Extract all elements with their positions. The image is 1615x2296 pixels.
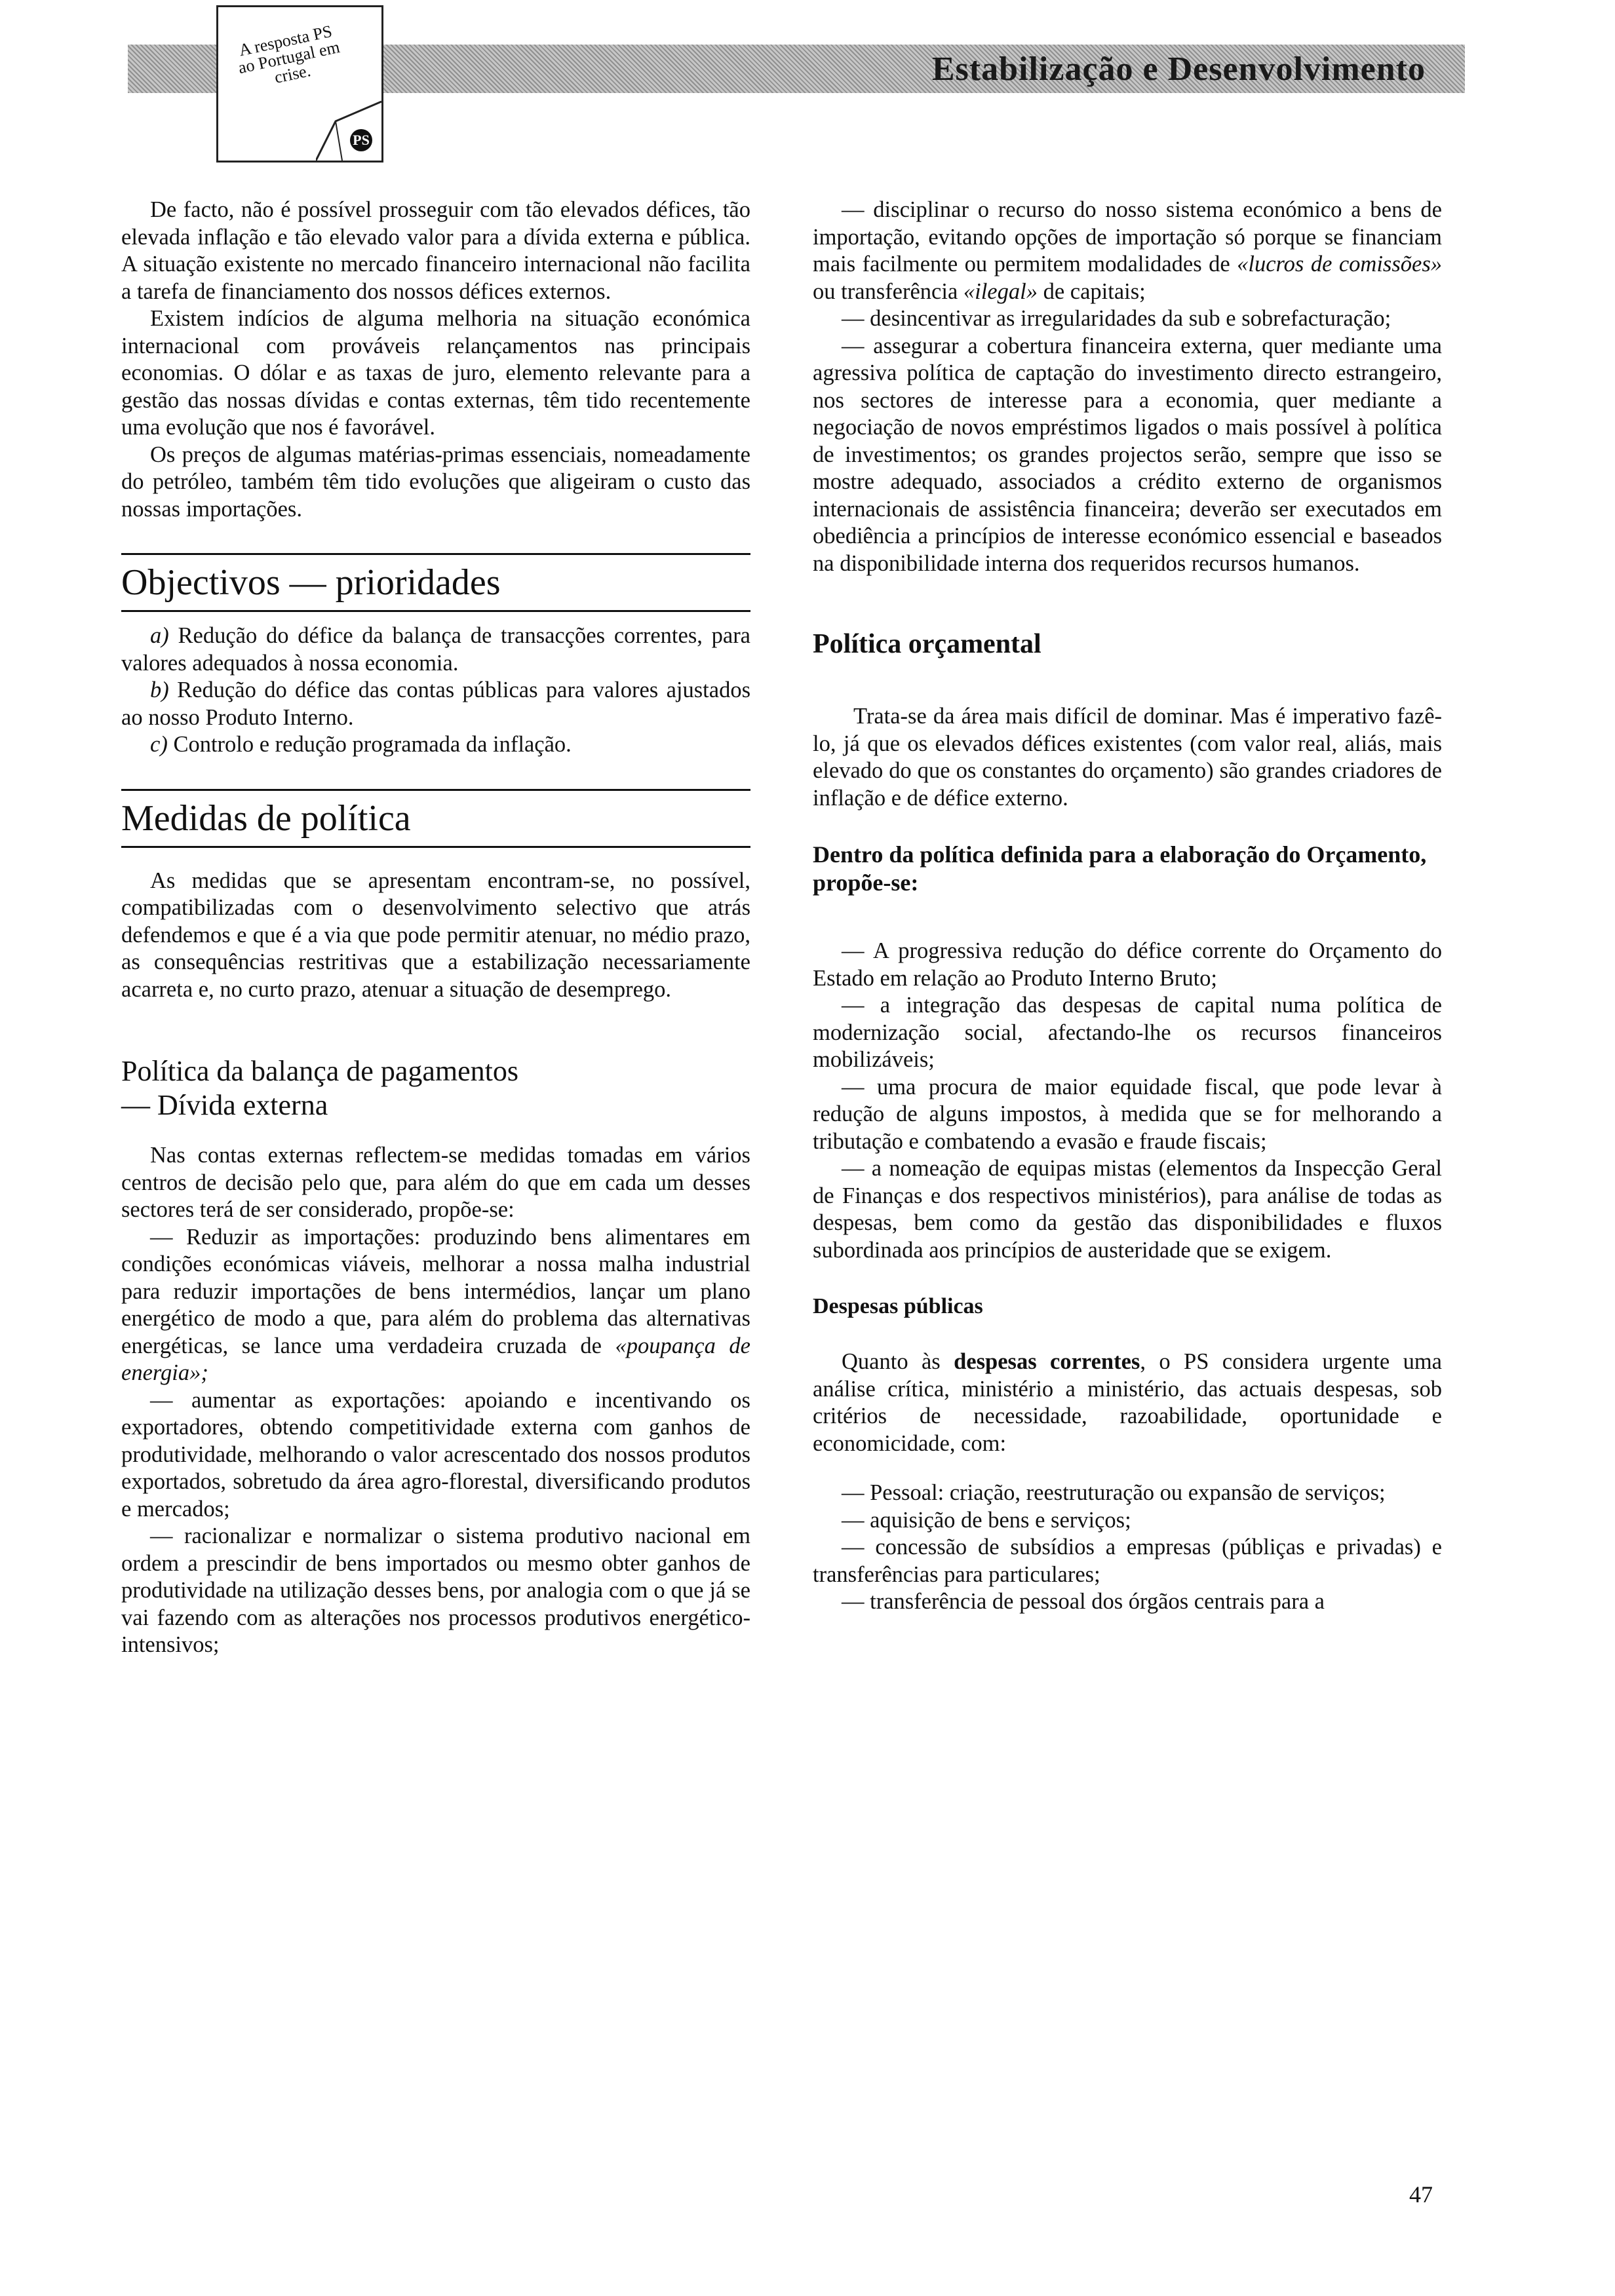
objective-c — [121, 731, 750, 759]
booklet-cover-image — [216, 5, 383, 163]
paragraph: Existem indícios de alguma melhoria na situação económica internacional com prováveis relançamentos nas principais economias. O dólar e as taxas de juro, elemento relevante para a gestão das nossas dívidas e contas externas, têm tido recentemente uma evolução que nos é favorável. — [121, 306, 750, 440]
paragraph: As medidas que se apresentam encontram-se, no possível, compatibilizadas com o desenvolvimento selectivo que atrás defendemos e que é a via que pode permitir atenuar, no médio prazo, as consequências restritivas que a estabilização necessariamente acarreta e, no curto prazo, atenuar a situação de desemprego. — [121, 868, 750, 1002]
objective-label: a) — [150, 623, 169, 648]
paragraph: Nas contas externas reflectem-se medidas tomadas em vários centros de decisão pelo que, para além do que em cada um desses sectores terá de ser considerado, propõe-se: — [121, 1143, 750, 1222]
page-number: 47 — [1409, 2181, 1433, 2208]
left-column — [121, 197, 750, 1659]
paragraph: Os preços de algumas matérias-primas essenciais, nomeadamente do petróleo, também têm tido evoluções que aligeiram o custo das nossas importações. — [121, 442, 750, 522]
list-item: — aumentar as exportações: apoiando e incentivando os exportadores, obtendo competitividade externa com ganhos de produtividade, melhorando o valor acrescentado dos nossos produtos exportados, sobretudo da área agro-florestal, diversificando produtos e mercados; — [121, 1387, 750, 1521]
subheading-balanca-line1: Política da balança de pagamentos — [121, 1055, 518, 1087]
objective-label: c) — [150, 732, 168, 757]
list-item — [121, 1224, 750, 1387]
subheading-balanca-line2: — Dívida externa — [121, 1089, 328, 1121]
paragraph — [813, 1349, 1442, 1457]
divider — [121, 553, 750, 555]
paragraph-emphasis: despesas correntes — [954, 1349, 1140, 1374]
list-item: — Pessoal: criação, reestruturação ou expansão de serviços; — [842, 1480, 1386, 1505]
subheading-orcamental: Política orçamental — [813, 629, 1041, 659]
list-item — [813, 197, 1442, 305]
subheading-dentro: Dentro da política definida para a elaboração do Orçamento, propõe-se: — [813, 841, 1427, 896]
list-item: — concessão de subsídios a empresas (públiças e privadas) e transferências para particulares; — [813, 1535, 1442, 1587]
booklet-cover-text: A resposta PS ao Portugal em crise. — [236, 21, 341, 87]
list-item: — assegurar a cobertura financeira externa, quer mediante uma agressiva política de captação do investimento directo estrangeiro, nos sectores de interesse para a economia, quer mediante a negociação de novos empréstimos ligados o mais possível à política de investimentos; os grandes projectos serão, sempre que isso se mostre adequado, associados a crédito externo de organismos internacionais de assistência financeira; deverão ser executados em obediência a princípios de interesse económico essencial e baseados na disponibilidade interna dos requeridos recursos humanos. — [813, 333, 1442, 576]
objective-b — [121, 677, 750, 731]
list-item-emphasis: «ilegal» — [963, 278, 1038, 304]
list-item: — racionalizar e normalizar o sistema produtivo nacional em ordem a prescindir de bens importados ou mesmo obter ganhos de produtividade na utilização desses bens, por analogia com o que já se vai fazendo com as alterações nos processos produtivos energético-intensivos; — [121, 1523, 750, 1657]
ps-logo-icon: PS — [350, 129, 372, 151]
banner-title: Estabilização e Desenvolvimento — [931, 50, 1426, 88]
objective-label: b) — [150, 678, 169, 702]
right-column — [813, 197, 1442, 1616]
objective-text: Controlo e redução programada da inflação. — [173, 732, 572, 757]
list-item: — desincentivar as irregularidades da sub e sobrefacturação; — [842, 306, 1391, 331]
list-item: — transferência de pessoal dos órgãos centrais para a — [842, 1589, 1325, 1614]
list-item-emphasis: «poupança de energia»; — [121, 1333, 750, 1385]
section-heading-medidas: Medidas de política — [121, 797, 411, 839]
list-item: — uma procura de maior equidade fiscal, que pode levar à redução de alguns impostos, à medida que se for melhorando a tributação e combatendo a evasão e fraude fiscais; — [813, 1074, 1442, 1154]
section-heading-objectivos: Objectivos — prioridades — [121, 562, 501, 603]
list-item-text: — Reduzir as importações: produzindo bens alimentares em condições económicas viáveis, melhorar a nossa malha industrial para reduzir importações de bens intermédios, lançar um plano energético de modo a que, para além do problema das alternativas energéticas, se lance uma verdadeira cruzada de — [121, 1224, 750, 1358]
subheading-despesas: Despesas públicas — [813, 1294, 983, 1318]
list-item: — A progressiva redução do défice corrente do Orçamento do Estado em relação ao Produto Interno Bruto; — [813, 938, 1442, 991]
list-item: — a nomeação de equipas mistas (elementos da Inspecção Geral de Finanças e dos respectivos ministérios), para análise de todas as despesas, bem como da gestão das disponibilidades e fluxos subordinada aos princípios de austeridade que se exigem. — [813, 1156, 1442, 1263]
paragraph: De facto, não é possível prosseguir com tão elevados défices, tão elevada inflação e tão elevado valor para a dívida externa e pública. A situação existente no mercado financeiro internacional não facilita a tarefa de financiamento dos nossos défices externos. — [121, 197, 750, 304]
objective-text: Redução do défice da balança de transacções correntes, para valores adequados à nossa economia. — [121, 623, 750, 676]
page-curl-graphic — [316, 95, 381, 161]
paragraph-text: , o PS considera urgente uma análise crítica, ministério a ministério, das actuais despesas, sob critérios de necessidade, razoabilidade, oportunidade e economicidade, com: — [813, 1349, 1442, 1456]
list-item: — aquisição de bens e serviços; — [842, 1507, 1131, 1533]
paragraph-text: Quanto às — [842, 1349, 954, 1374]
list-item-emphasis: «lucros de comissões» — [1237, 252, 1442, 277]
objective-text: Redução do défice das contas públicas para valores ajustados ao nosso Produto Interno. — [121, 678, 751, 730]
paragraph: Trata-se da área mais difícil de dominar. Mas é imperativo fazê-lo, já que os elevados défices existentes (com valor real, aliás, mais elevado do que os constantes do orçamento) são grandes criadores de inflação e de défice externo. — [813, 704, 1442, 811]
divider — [121, 789, 750, 791]
list-item-text: de capitais; — [1037, 278, 1146, 304]
list-item-text: — disciplinar o recurso do nosso sistema económico a bens de importação, evitando opções de importação só porque se financiam mais facilmente ou permitem modalidades de — [813, 197, 1442, 277]
objective-a — [121, 622, 750, 677]
list-item-text: ou transferência — [813, 278, 963, 304]
list-item: — a integração das despesas de capital numa política de modernização social, afectando-lhe os recursos financeiros mobilizáveis; — [813, 993, 1442, 1072]
